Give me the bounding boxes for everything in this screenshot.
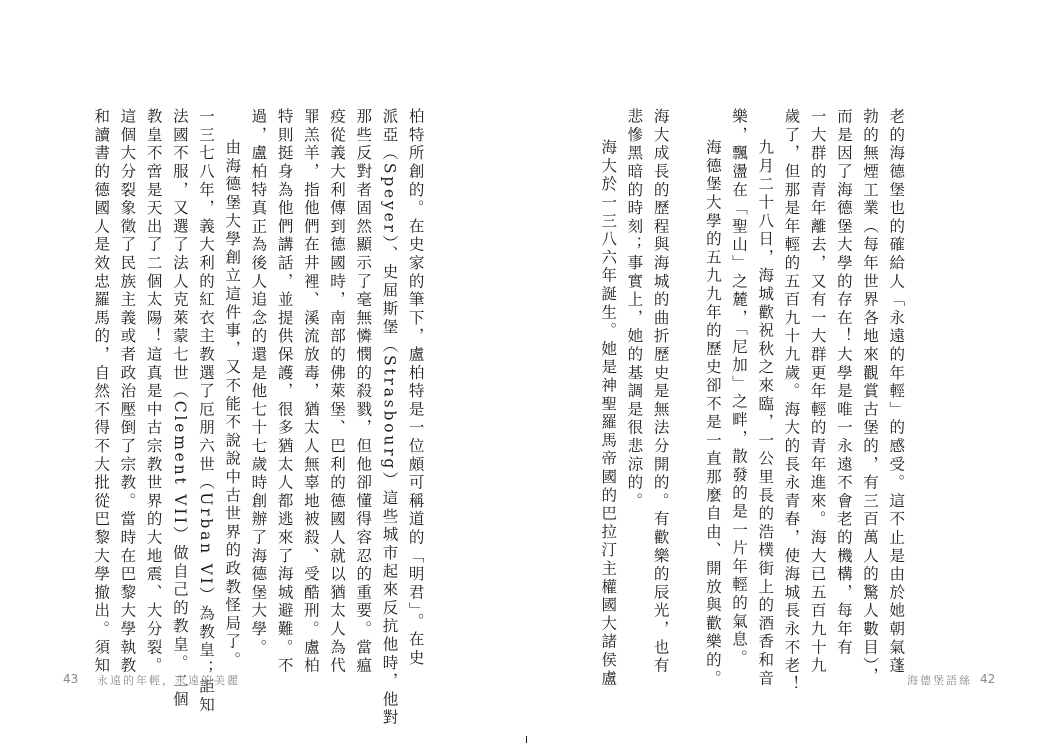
line: 九月二十八日，海城歡祝秋之來臨，一公里長的浩樸街上的酒香和音 (756, 139, 775, 688)
right-page-body (595, 108, 909, 694)
line: 海德堡大學的五九九年的歷史卻不是一直那麼自由、開放與歡樂的。 (703, 139, 722, 688)
line: 海大於一三八六年誕生。她是神聖羅馬帝國的巴拉汀主權國大諸侯盧 (599, 139, 618, 688)
line: 樂，飄盪在「聖山」之麓，「尼加」之畔，散發的是一片年輕的氣息。 (730, 108, 749, 668)
line: 罪羔羊，指他們在井裡、溪流放毒，猶太人無辜地被殺、受酷刑。盧柏 (301, 108, 320, 676)
line: 柏特所創的。在史家的筆下，盧柏特是一位頗可稱道的「明君」。在史 (406, 108, 425, 668)
line: 勃的無煙工業（每年世界各地來觀賞古堡的，有三百萬人的驚人數目）， (861, 108, 880, 686)
line: 這個大分裂象徵了民族主義或者政治壓倒了宗教。當時在巴黎大學執教 (118, 108, 137, 676)
line: 疫從義大利傳到德國時，南部的佛萊堡、巴利的德國人就以猶太人為代 (328, 108, 347, 676)
line: 教皇不啻是天出了二個太陽！這真是中古宗教世界的大地震、大分裂。 (144, 108, 163, 676)
line: 歲了，但那是年輕的五百九十九歲。海大的長永青春，使海城長永不老！ (782, 108, 801, 694)
running-head: 海德堡語絲 (907, 674, 972, 687)
line: 過，盧柏特真正為後人追念的還是他七十七歲時創辦了海德堡大學。 (249, 108, 268, 657)
page-number: 43 (63, 672, 79, 686)
page-number: 42 (980, 672, 996, 686)
line: 悲慘黑暗的時刻；事實上，她的基調是很悲涼的。 (625, 108, 644, 511)
line: 法國不服，又選了法人克萊蒙七世（Clement VII）做自己的教皇。二個 (170, 108, 189, 710)
line: 一三七八年，義大利的紅衣主教選了厄朋六世（Urban VI）為教皇；詎知 (197, 108, 216, 715)
line: 派亞（Speyer）、史屈斯堡（Strasbourg）這些城市起來反抗他時，他對 (380, 108, 399, 728)
right-page (527, 0, 1054, 743)
running-head: 永遠的年輕，永遠的美麗 (97, 674, 240, 687)
gutter-mark (526, 736, 527, 743)
line: 海大成長的歷程與海城的曲折歷史是無法分開的。有歡樂的辰光，也有 (651, 108, 670, 676)
line: 特則挺身為他們講話，並提供保護，很多猶太人都逃來了海城避難。不 (275, 108, 294, 676)
line: 和讀書的德國人是效忠羅馬的，自然不得不大批從巴黎大學撤出。須知 (92, 108, 111, 676)
line: 那些反對者固然顯示了毫無憐憫的殺戮，但他卻懂得容忍的重要。當瘟 (354, 108, 373, 676)
line: 老的海德堡也的確給人「永遠的年輕」的感受。這不止是由於她朝氣蓬 (887, 108, 906, 676)
line: 一大群的青年離去，又有一大群更年輕的青年進來。海大已五百九十九 (808, 108, 827, 676)
line: 而是因了海德堡大學的存在！大學是唯一永遠不會老的機構，每年有 (834, 108, 853, 657)
line: 由海德堡大學創立這件事，又不能不說說中古世界的政教怪局了。 (223, 139, 242, 670)
